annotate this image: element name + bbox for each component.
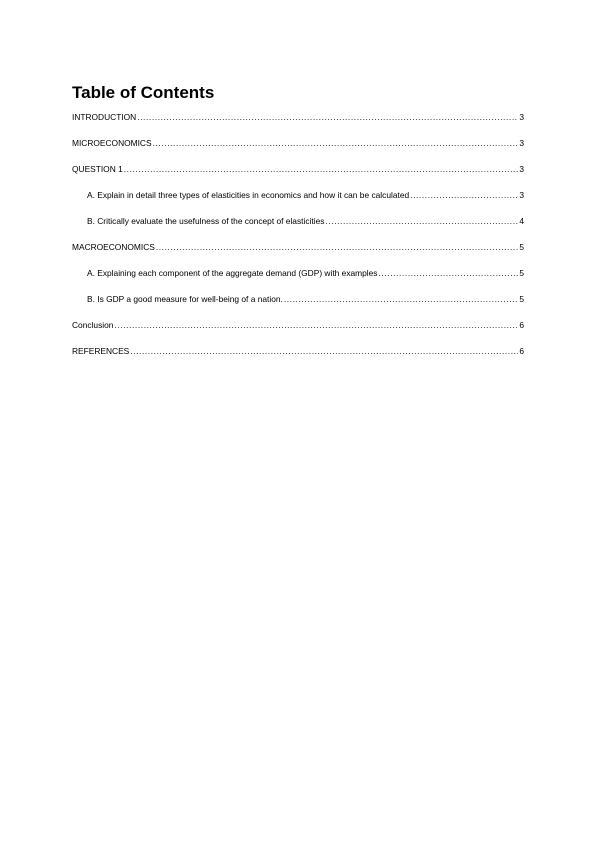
toc-entry-text: MACROECONOMICS [72, 242, 155, 252]
toc-entry-microeconomics[interactable] [72, 136, 524, 162]
dot-leader [325, 214, 518, 228]
dot-leader [153, 136, 519, 150]
toc-entry-text: QUESTION 1 [72, 164, 123, 174]
dot-leader [137, 110, 518, 124]
toc-entry-introduction[interactable] [72, 110, 524, 136]
toc-entry-elasticities-types[interactable] [72, 188, 524, 214]
toc-list [72, 110, 524, 370]
toc-entry-references[interactable] [72, 344, 524, 370]
toc-entry-conclusion[interactable] [72, 318, 524, 344]
toc-entry-text: REFERENCES [72, 346, 130, 356]
toc-entry-page: 5 [519, 294, 524, 304]
toc-entry-text: A. Explaining each component of the aggregate demand (GDP) with examples [87, 268, 378, 278]
toc-entry-aggregate-demand[interactable] [72, 266, 524, 292]
toc-entry-page: 3 [519, 190, 524, 200]
toc-entry-text: B. Critically evaluate the usefulness of the concept of elasticities [87, 216, 325, 226]
toc-entry-question-1[interactable] [72, 162, 524, 188]
toc-entry-page: 6 [519, 320, 524, 330]
toc-title: Table of Contents [72, 83, 215, 102]
toc-entry-text: Conclusion [72, 320, 114, 330]
toc-entry-elasticities-usefulness[interactable] [72, 214, 524, 240]
dot-leader [124, 162, 519, 176]
toc-entry-page: 5 [519, 268, 524, 278]
dot-leader [284, 292, 518, 306]
toc-entry-gdp-wellbeing[interactable] [72, 292, 524, 318]
toc-entry-page: 5 [519, 242, 524, 252]
toc-entry-text: INTRODUCTION [72, 112, 137, 122]
toc-entry-page: 3 [519, 138, 524, 148]
toc-entry-text: MICROECONOMICS [72, 138, 152, 148]
toc-entry-page: 3 [519, 164, 524, 174]
toc-entry-text: B. Is GDP a good measure for well-being of a nation. [87, 294, 283, 304]
toc-entry-page: 6 [519, 346, 524, 356]
toc-entry-text: A. Explain in detail three types of elasticities in economics and how it can be calculated [87, 190, 410, 200]
toc-entry-page: 4 [519, 216, 524, 226]
dot-leader [156, 240, 519, 254]
toc-entry-page: 3 [519, 112, 524, 122]
toc-entry-macroeconomics[interactable] [72, 240, 524, 266]
dot-leader [130, 344, 518, 358]
dot-leader [410, 188, 518, 202]
dot-leader [114, 318, 518, 332]
dot-leader [379, 266, 519, 280]
